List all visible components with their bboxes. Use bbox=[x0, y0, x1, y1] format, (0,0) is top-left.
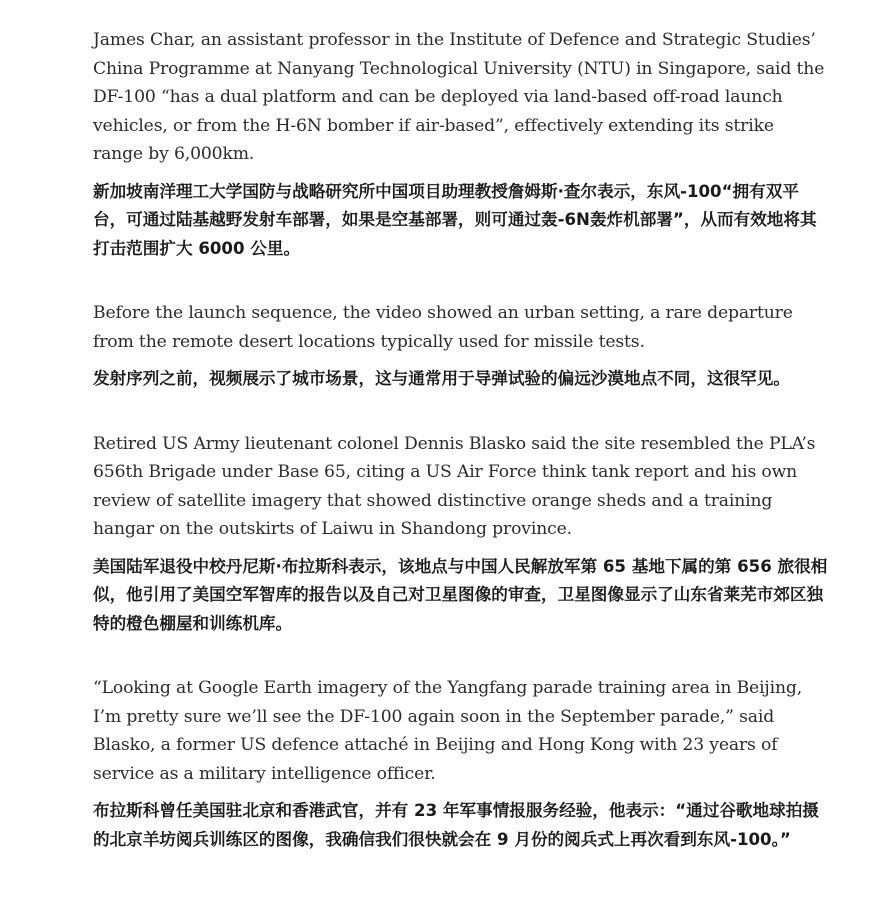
paragraph-2 bbox=[93, 299, 828, 394]
article-body bbox=[93, 26, 828, 854]
english-text: “Looking at Google Earth imagery of the Yangfang parade training area in Beijing, I’m pretty sure we’ll see the DF-100 again soon in the September parade,” said Blasko, a former US defence attaché in Beijing and Hong Kong with 23 years of service as a military intelligence officer. bbox=[93, 678, 803, 784]
paragraph-spacer bbox=[93, 638, 828, 674]
english-text: Before the launch sequence, the video showed an urban setting, a rare departure from the remote desert locations typically used for missile tests. bbox=[93, 303, 793, 352]
chinese-translation: 发射序列之前，视频展示了城市场景，这与通常用于导弹试验的偏远沙漠地点不同，这很罕见。 bbox=[93, 369, 790, 388]
chinese-translation: 布拉斯科曾任美国驻北京和香港武官，并有 23 年军事情报服务经验，他表示：“通过谷歌地球拍摄的北京羊坊阅兵训练区的图像，我确信我们很快就会在 9 月份的阅兵式上再次看到东风-100。” bbox=[93, 801, 819, 849]
paragraph-4 bbox=[93, 674, 828, 854]
paragraph-1 bbox=[93, 26, 828, 263]
paragraph-spacer bbox=[93, 263, 828, 299]
chinese-translation: 美国陆军退役中校丹尼斯·布拉斯科表示，该地点与中国人民解放军第 65 基地下属的第 656 旅很相似，他引用了美国空军智库的报告以及自己对卫星图像的审查，卫星图像显示了山东省莱芜市郊区独特的橙色棚屋和训练机库。 bbox=[93, 556, 828, 633]
paragraph-spacer bbox=[93, 394, 828, 430]
chinese-translation: 新加坡南洋理工大学国防与战略研究所中国项目助理教授詹姆斯·查尔表示，东风-100“拥有双平台，可通过陆基越野发射车部署，如果是空基部署，则可通过轰-6N轰炸机部署”，从而有效地将其打击范围扩大 6000 公里。 bbox=[93, 181, 817, 258]
english-text: James Char, an assistant professor in the Institute of Defence and Strategic Studies’ China Programme at Nanyang Technological University (NTU) in Singapore, said the DF-100 “has a dual platform and can be deployed via land-based off-road launch vehicles, or from the H-6N bomber if air-based”, effectively extending its strike range by 6,000km. bbox=[93, 30, 825, 164]
paragraph-3 bbox=[93, 430, 828, 639]
english-text: Retired US Army lieutenant colonel Dennis Blasko said the site resembled the PLA’s 656th Brigade under Base 65, citing a US Air Force think tank report and his own review of satellite imagery that showed distinctive orange sheds and a training hangar on the outskirts of Laiwu in Shandong province. bbox=[93, 433, 816, 539]
